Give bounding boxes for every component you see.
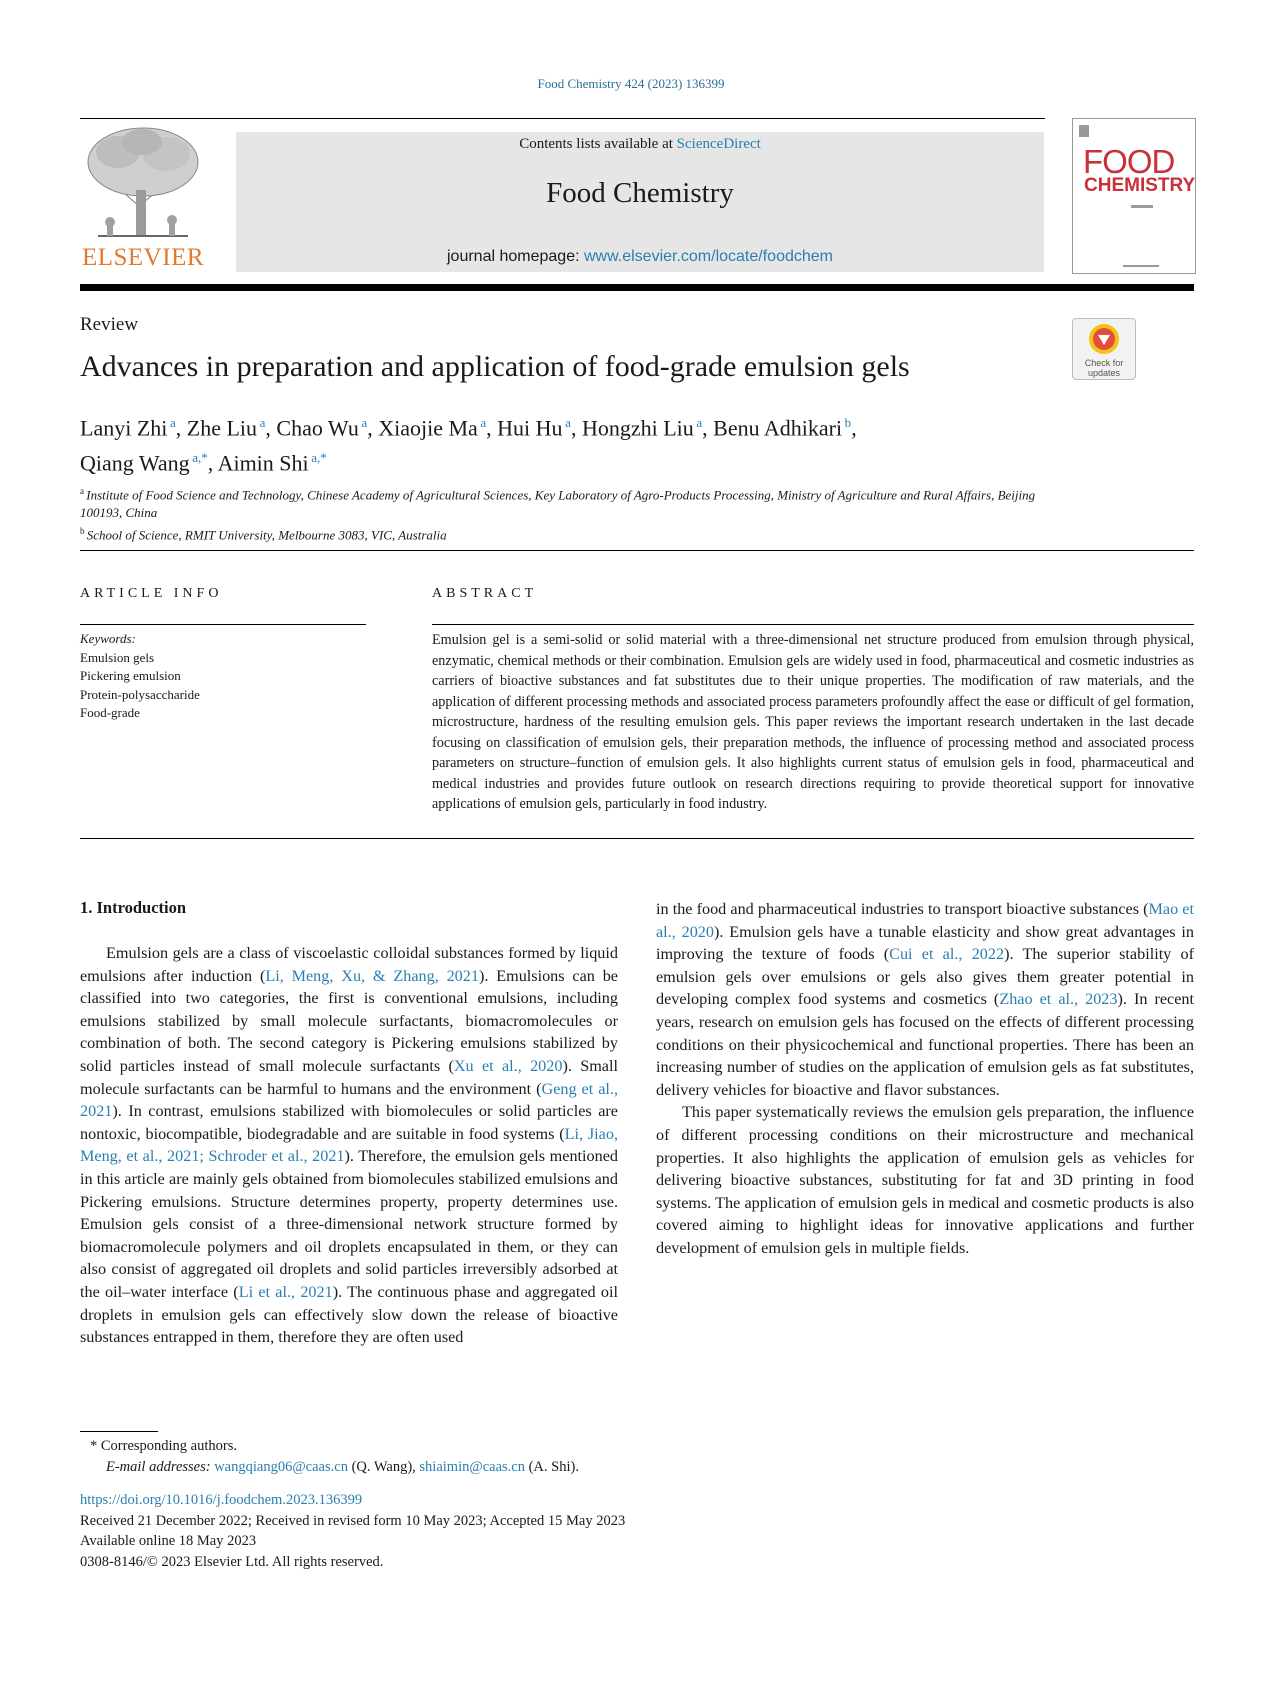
author-name: Benu Adhikari xyxy=(713,415,843,441)
author-affiliation-mark[interactable]: a,* xyxy=(308,450,327,466)
body-text: in the food and pharmaceutical industries to transport bioactive substances ( xyxy=(656,900,1149,918)
email-line xyxy=(80,1457,880,1478)
author-name: Chao Wu xyxy=(276,415,359,441)
corresponding-note: * Corresponding authors. xyxy=(90,1438,237,1454)
article-info-heading: ARTICLE INFO xyxy=(80,586,223,601)
email-label: E-mail addresses: xyxy=(106,1459,215,1475)
affiliation-rule xyxy=(80,550,1194,551)
body-text: ). Emulsions can be classified into two categories, the first is conventional emulsions, including emulsions stabilized by small molecule surfactants, biomacromolecules or combination of both. The second category is Pickering emulsions stabilized by solid particles instead of small molecule surfactants ( xyxy=(80,966,618,1075)
body-text: Emulsion gels are a class of viscoelastic colloidal substances formed by liquid emulsions after induction ( xyxy=(80,944,618,985)
author-name: Hongzhi Liu xyxy=(581,415,694,441)
elsevier-tree-icon xyxy=(78,122,208,240)
citation-link[interactable]: Li et al., 2021 xyxy=(238,1282,333,1301)
journal-banner xyxy=(236,132,1044,272)
contents-prefix: Contents lists available at xyxy=(519,136,677,152)
cover-title-food: FOOD xyxy=(1083,143,1175,180)
doi-link[interactable]: https://doi.org/10.1016/j.foodchem.2023.136399 xyxy=(80,1492,363,1508)
body-text: ). Emulsion gels have a tunable elasticity and show great advantages in improving the texture of foods ( xyxy=(656,922,1195,964)
header-thick-rule xyxy=(80,284,1194,291)
intro-right-column xyxy=(656,898,1194,1260)
email-link-wang[interactable]: wangqiang06@caas.cn xyxy=(214,1459,348,1475)
keyword: Protein-polysaccharide xyxy=(80,686,200,702)
keywords-block xyxy=(80,630,370,723)
body-text: ). The continuous phase and aggregated oil droplets in emulsion gels can effectively slow down the release of bioactive substances entrapped in them, therefore they are often used xyxy=(80,1282,618,1347)
author-name: Aimin Shi xyxy=(217,450,309,476)
available-online: Available online 18 May 2023 xyxy=(80,1533,257,1549)
sciencedirect-link[interactable]: ScienceDirect xyxy=(676,136,761,152)
homepage-prefix: journal homepage: xyxy=(447,248,584,265)
author-affiliation-mark[interactable]: a xyxy=(693,415,703,430)
corresponding-footnote xyxy=(80,1436,880,1478)
author-affiliation-mark[interactable]: a xyxy=(562,415,571,430)
cover-logo-icon xyxy=(1079,125,1089,137)
author-name: Xiaojie Ma xyxy=(378,415,478,441)
intro-left-column xyxy=(80,942,618,1349)
journal-cover-thumbnail[interactable] xyxy=(1072,118,1196,274)
affiliation-list xyxy=(80,482,1060,545)
body-text: ). Small molecule surfactants can be harmful to humans and the environment ( xyxy=(80,1056,618,1098)
cover-title-chemistry: CHEMISTRY xyxy=(1084,175,1196,196)
author-affiliation-mark[interactable]: a xyxy=(167,415,176,430)
author-affiliation-mark[interactable]: b xyxy=(842,415,852,430)
keyword: Pickering emulsion xyxy=(80,668,181,683)
cover-footer-line xyxy=(1123,265,1159,267)
author-name: Qiang Wang xyxy=(80,450,190,476)
copyright: 0308-8146/© 2023 Elsevier Ltd. All rights reserved. xyxy=(80,1553,384,1570)
check-for-updates-badge[interactable] xyxy=(1072,318,1136,380)
body-text: ). The superior stability of emulsion gels over emulsions or gels also gives them greater potential in developing complex food systems and cosmetics ( xyxy=(656,945,1194,1009)
affiliation-text: School of Science, RMIT University, Melbourne 3083, VIC, Australia xyxy=(86,527,447,543)
keyword: Emulsion gels xyxy=(80,649,155,665)
elsevier-wordmark: ELSEVIER xyxy=(81,244,205,271)
journal-citation[interactable]: Food Chemistry 424 (2023) 136399 xyxy=(537,76,725,91)
abstract-bottom-rule xyxy=(80,838,1194,839)
abstract-heading: ABSTRACT xyxy=(432,586,538,601)
citation-link[interactable]: Geng et al., 2021 xyxy=(80,1079,618,1121)
author-name: Lanyi Zhi xyxy=(80,415,168,441)
section-heading-introduction: 1. Introduction xyxy=(80,898,187,917)
author-affiliation-mark[interactable]: a,* xyxy=(189,450,208,466)
citation-link[interactable]: Zhao et al., 2023 xyxy=(999,990,1118,1009)
affiliation xyxy=(80,522,1060,544)
citation-link[interactable]: Cui et al., 2022 xyxy=(889,945,1005,964)
author-affiliation-mark[interactable]: a xyxy=(477,415,487,430)
intro-paragraph-2: This paper systematically reviews the emulsion gels preparation, the influence of different processing conditions on their microstructure and mechanical properties. It also highlights the application of emulsion gels as vehicles for delivering bioactive substances, substituting for fat and 3D printing in food systems. The application of emulsion gels in medical and cosmetic products is also covered aiming to highlight ideas for innovative applications and further development of emulsion gels in multiple fields. xyxy=(656,1103,1194,1257)
homepage-link[interactable]: www.elsevier.com/locate/foodchem xyxy=(583,248,833,265)
email-owner-wang: (Q. Wang), xyxy=(347,1459,420,1475)
affiliation-mark: b xyxy=(80,526,87,537)
elsevier-logo[interactable] xyxy=(78,122,208,272)
citation-link[interactable]: Xu et al., 2020 xyxy=(453,1056,563,1075)
abstract-rule xyxy=(432,624,1194,625)
article-type: Review xyxy=(80,314,139,335)
keyword: Food-grade xyxy=(80,705,140,720)
email-owner-shi: (A. Shi). xyxy=(524,1459,579,1475)
email-link-shi[interactable]: shiaimin@caas.cn xyxy=(419,1459,525,1475)
footnote-rule xyxy=(80,1431,158,1432)
publication-meta xyxy=(80,1490,980,1572)
intro-paragraph-1 xyxy=(80,942,618,1349)
citation-link[interactable]: Li, Jiao, Meng, et al., 2021; Schroder et al., 2021 xyxy=(80,1124,618,1166)
contents-line xyxy=(236,136,1044,153)
article-title: Advances in preparation and application of food-grade emulsion gels xyxy=(80,350,910,383)
header-rule xyxy=(80,118,1045,119)
author-name: Zhe Liu xyxy=(186,415,258,441)
author-list: Lanyi Zhi $^a$, Zhe Liu $^a$, Chao Wu $^a$, Xiaojie Ma $^a$, Hui Hu $^a$, Hongzhi Liu $^a$, Benu Adhikari $^b$, Qiang Wang $^{a,*}$, Aimin Shi $^{a,*}$ xyxy=(80,415,857,476)
homepage-line xyxy=(236,248,1044,266)
journal-title: Food Chemistry xyxy=(546,177,734,209)
intro-paragraph-1-continued xyxy=(656,898,1194,1101)
cover-editor-line xyxy=(1131,205,1153,208)
received-dates: Received 21 December 2022; Received in revised form 10 May 2023; Accepted 15 May 2023 xyxy=(80,1512,626,1529)
body-text: ). In contrast, emulsions stabilized with biomolecules or solid particles are nontoxic, biocompatible, biodegradable and are suitable in food systems ( xyxy=(80,1102,618,1143)
citation-link[interactable]: Li, Meng, Xu, & Zhang, 2021 xyxy=(265,966,479,985)
author-name: Hui Hu xyxy=(497,415,563,441)
badge-label: Check for updates xyxy=(1084,358,1124,378)
author-affiliation-mark[interactable]: a xyxy=(257,415,266,430)
body-text: ). Therefore, the emulsion gels mentioned in this article are mainly gels obtained from biomolecules stabilized emulsions and Pickering emulsions. Structure determines property, property determines use. Emulsion gels consist of a three-dimensional network structure formed by biomacromolecule polymers and oil droplets encapsulated in them, or they can also consist of aggregated oil droplets and solid particles irreversibly adsorbed at the oil–water interface ( xyxy=(80,1147,618,1301)
keywords-rule xyxy=(80,624,366,625)
body-text: ). In recent years, research on emulsion gels has focused on the effects of different processing conditions on their physicochemical and functional properties. There has been an increasing number of studies on the application of emulsion gels as fat substitutes, delivery vehicles for bioactive and flavor substances. xyxy=(656,990,1195,1099)
keywords-label: Keywords: xyxy=(80,631,136,646)
citation-link[interactable]: Mao et al., 2020 xyxy=(656,900,1194,941)
check-updates-icon xyxy=(1087,322,1121,356)
affiliation xyxy=(80,482,1060,522)
author-affiliation-mark[interactable]: a xyxy=(358,415,368,430)
affiliation-text: Institute of Food Science and Technology, Chinese Academy of Agricultural Sciences, Key Laboratory of Agro-Products Processing, Ministry of Agriculture and Rural Affairs, Beijing 100193, China xyxy=(80,487,1036,521)
affiliation-mark: a xyxy=(80,486,87,496)
abstract-text: Emulsion gel is a semi-solid or solid material with a three-dimensional net structure produced from emulsion through physical, enzymatic, chemical methods or their combination. Emulsion gels are widely used in food, pharmaceutical and cosmetic industries as carriers of bioactive substances and fat substitutes due to their unique properties. The modification of raw materials, and the application of different processing methods and associated process parameters profoundly affect the ease or difficult of gel formation, microstructure, hardness of the resulting emulsion gels. This paper reviews the important research undertaken in the last decade focusing on classification of emulsion gels, their preparation methods, the influence of processing method and associated process parameters on structure–function of emulsion gels. It also highlights current status of emulsion gels in food, pharmaceutical and medical industries and provides future outlook on research directions requiring to provide theoretical support for innovative applications of emulsion gels, particularly in food industry. xyxy=(432,632,1194,812)
